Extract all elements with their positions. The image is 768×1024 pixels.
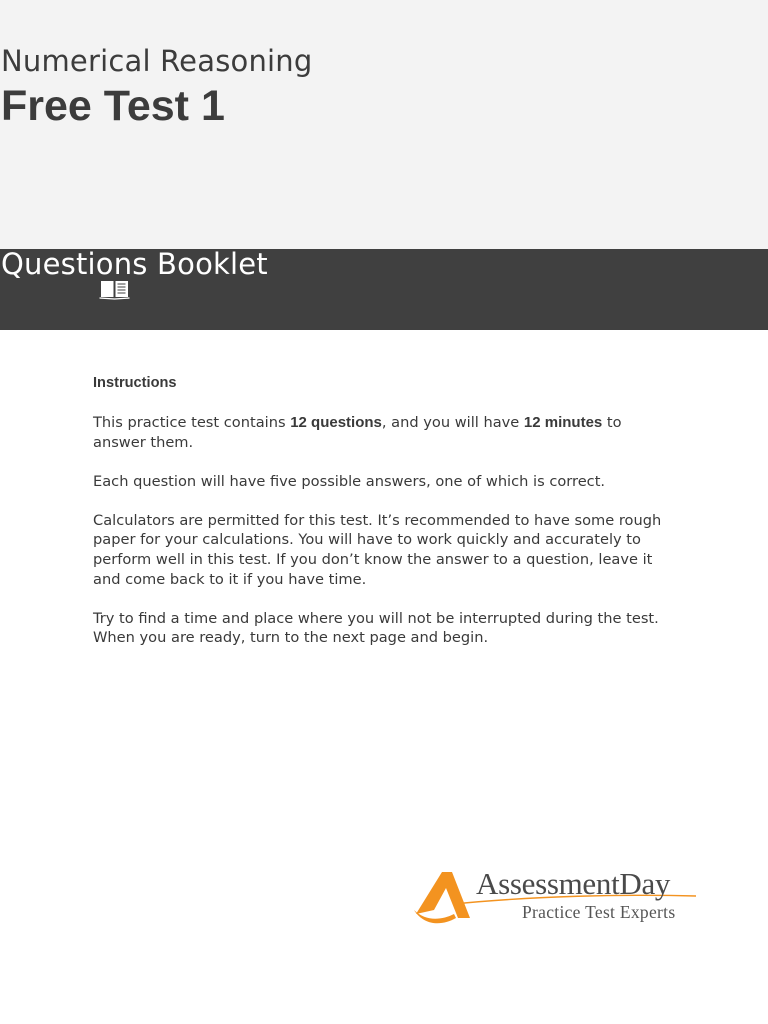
document-title: Free Test 1 (1, 82, 225, 130)
instructions-heading: Instructions (93, 375, 177, 391)
book-icon (99, 278, 130, 300)
logo-wordmark: AssessmentDay (476, 866, 671, 901)
instructions-paragraph-answers: Each question will have five possible answers, one of which is correct. (93, 472, 606, 490)
text-run: , and you will have (381, 414, 524, 432)
text-run: This practice test contains (93, 414, 291, 432)
instructions-section (93, 374, 678, 667)
document-subtitle: Numerical Reasoning (1, 44, 313, 78)
assessmentday-logo (414, 866, 704, 930)
instructions-paragraph-length (93, 413, 678, 452)
logo-tagline: Practice Test Experts (522, 902, 676, 922)
time-limit: 12 minutes (523, 414, 603, 432)
instructions-paragraph-environment: Try to find a time and place where you will not be interrupted during the test. When you are ready, turn to the next page and begin. (93, 609, 659, 647)
text-run: to answer them. (93, 414, 622, 451)
booklet-title: Questions Booklet (1, 247, 268, 281)
instructions-paragraph-calculators: Calculators are permitted for this test. It’s recommended to have some rough paper for your calculations. You will have to work quickly and accurately to perform well in this test. If you don’t know the answer to a question, leave it and come back to it if you have time. (93, 511, 662, 588)
question-count: 12 questions (290, 414, 382, 432)
